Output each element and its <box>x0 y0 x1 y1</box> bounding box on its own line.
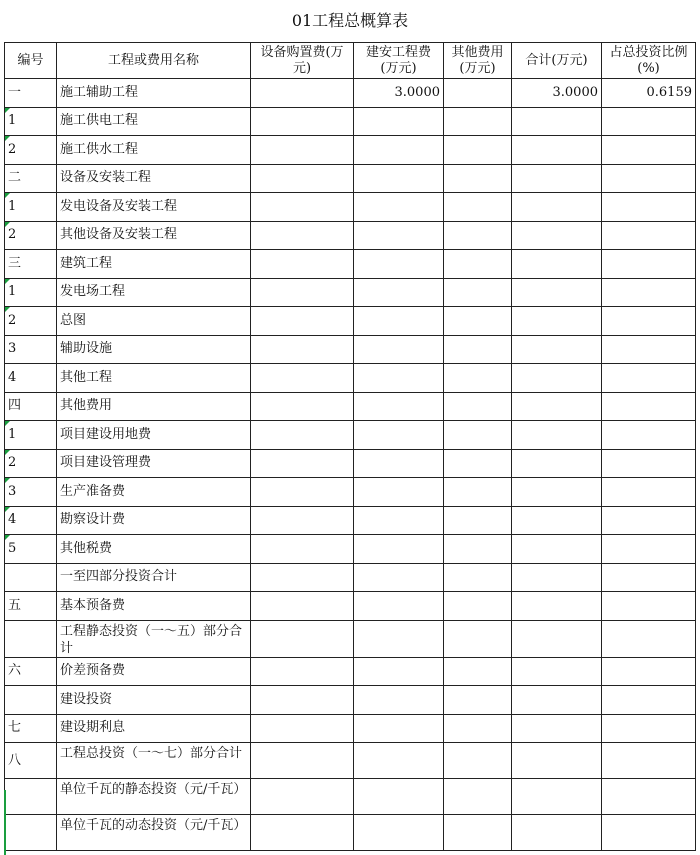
cell-other-cost[interactable] <box>444 392 512 421</box>
cell-equipment-cost[interactable] <box>251 79 354 108</box>
table-row <box>5 221 696 250</box>
cell-equipment-cost[interactable] <box>251 250 354 279</box>
cell-name[interactable]: 一至四部分投资合计 <box>57 563 251 592</box>
cell-code[interactable] <box>5 779 57 815</box>
cell-code[interactable] <box>5 620 57 657</box>
cell-name[interactable]: 设备及安装工程 <box>57 164 251 193</box>
cell-construction-cost[interactable] <box>354 107 444 136</box>
cell-other-cost[interactable] <box>444 743 512 779</box>
cell-equipment-cost[interactable] <box>251 335 354 364</box>
cell-total[interactable]: 3.0000 <box>512 79 602 108</box>
cell-other-cost[interactable] <box>444 449 512 478</box>
cell-total[interactable] <box>512 164 602 193</box>
table-row <box>5 449 696 478</box>
cell-total[interactable] <box>512 657 602 686</box>
cell-code[interactable]: 2 <box>5 449 57 478</box>
cell-ratio[interactable] <box>602 535 696 564</box>
table-row <box>5 136 696 165</box>
cell-name[interactable]: 其他税费 <box>57 535 251 564</box>
table-row <box>5 335 696 364</box>
cell-construction-cost[interactable]: 3.0000 <box>354 79 444 108</box>
cell-construction-cost[interactable] <box>354 743 444 779</box>
cell-total[interactable] <box>512 449 602 478</box>
cell-equipment-cost[interactable] <box>251 421 354 450</box>
cell-construction-cost[interactable] <box>354 278 444 307</box>
cell-construction-cost[interactable] <box>354 535 444 564</box>
cell-construction-cost[interactable] <box>354 449 444 478</box>
table-row <box>5 743 696 779</box>
cell-code[interactable]: 四 <box>5 392 57 421</box>
cell-name[interactable]: 生产准备费 <box>57 478 251 507</box>
cell-equipment-cost[interactable] <box>251 364 354 393</box>
cell-equipment-cost[interactable] <box>251 506 354 535</box>
cell-name[interactable]: 项目建设管理费 <box>57 449 251 478</box>
cell-construction-cost[interactable] <box>354 686 444 715</box>
table-row <box>5 392 696 421</box>
table-row <box>5 107 696 136</box>
cell-name[interactable]: 价差预备费 <box>57 657 251 686</box>
cell-ratio[interactable] <box>602 743 696 779</box>
cell-other-cost[interactable] <box>444 563 512 592</box>
cell-construction-cost[interactable] <box>354 193 444 222</box>
cell-ratio[interactable] <box>602 478 696 507</box>
cell-ratio[interactable] <box>602 221 696 250</box>
cell-code[interactable]: 1 <box>5 193 57 222</box>
cell-other-cost[interactable] <box>444 221 512 250</box>
cell-total[interactable] <box>512 779 602 815</box>
cell-code[interactable]: 5 <box>5 535 57 564</box>
cell-ratio[interactable] <box>602 421 696 450</box>
cell-total[interactable] <box>512 535 602 564</box>
cell-code[interactable]: 七 <box>5 714 57 743</box>
cell-total[interactable] <box>512 392 602 421</box>
cell-ratio[interactable] <box>602 592 696 621</box>
header-ratio[interactable]: 占总投资比例(%) <box>602 43 696 79</box>
cell-ratio[interactable] <box>602 164 696 193</box>
cell-construction-cost[interactable] <box>354 392 444 421</box>
sheet-title: 01工程总概算表 <box>291 11 409 30</box>
cell-other-cost[interactable] <box>444 164 512 193</box>
table-row <box>5 79 696 108</box>
cell-total[interactable] <box>512 364 602 393</box>
table-row <box>5 592 696 621</box>
cell-name[interactable]: 总图 <box>57 307 251 336</box>
table-row <box>5 193 696 222</box>
cell-other-cost[interactable] <box>444 815 512 851</box>
cell-ratio[interactable] <box>602 392 696 421</box>
cell-other-cost[interactable] <box>444 535 512 564</box>
cell-ratio[interactable] <box>602 335 696 364</box>
cell-construction-cost[interactable] <box>354 657 444 686</box>
cell-code[interactable]: 3 <box>5 335 57 364</box>
cell-equipment-cost[interactable] <box>251 136 354 165</box>
cell-code[interactable]: 五 <box>5 592 57 621</box>
cell-equipment-cost[interactable] <box>251 563 354 592</box>
cell-name[interactable]: 其他设备及安装工程 <box>57 221 251 250</box>
cell-name[interactable]: 建筑工程 <box>57 250 251 279</box>
table-row <box>5 164 696 193</box>
header-construction-cost[interactable]: 建安工程费(万元) <box>354 43 444 79</box>
table-row <box>5 657 696 686</box>
cell-equipment-cost[interactable] <box>251 535 354 564</box>
table-row <box>5 815 696 851</box>
cell-equipment-cost[interactable] <box>251 686 354 715</box>
cell-other-cost[interactable] <box>444 278 512 307</box>
table-row <box>5 506 696 535</box>
cell-name[interactable]: 其他工程 <box>57 364 251 393</box>
cell-other-cost[interactable] <box>444 79 512 108</box>
cell-name[interactable]: 建设期利息 <box>57 714 251 743</box>
cell-construction-cost[interactable] <box>354 335 444 364</box>
cell-equipment-cost[interactable] <box>251 221 354 250</box>
cell-code[interactable]: 一 <box>5 79 57 108</box>
cell-ratio[interactable] <box>602 107 696 136</box>
cell-code[interactable]: 八 <box>5 743 57 779</box>
table-row <box>5 364 696 393</box>
cell-code[interactable] <box>5 563 57 592</box>
cell-name[interactable]: 发电场工程 <box>57 278 251 307</box>
cell-ratio[interactable] <box>602 686 696 715</box>
cell-construction-cost[interactable] <box>354 478 444 507</box>
cell-total[interactable] <box>512 307 602 336</box>
header-equipment-cost[interactable]: 设备购置费(万元) <box>251 43 354 79</box>
cell-equipment-cost[interactable] <box>251 657 354 686</box>
cell-code[interactable]: 2 <box>5 221 57 250</box>
cell-other-cost[interactable] <box>444 714 512 743</box>
header-code[interactable]: 编号 <box>5 43 57 79</box>
cell-equipment-cost[interactable] <box>251 449 354 478</box>
header-other-cost[interactable]: 其他费用(万元) <box>444 43 512 79</box>
cell-code[interactable]: 1 <box>5 278 57 307</box>
cell-code[interactable] <box>5 815 57 851</box>
cell-code[interactable]: 二 <box>5 164 57 193</box>
cell-other-cost[interactable] <box>444 506 512 535</box>
cell-equipment-cost[interactable] <box>251 164 354 193</box>
table-row <box>5 478 696 507</box>
cell-total[interactable] <box>512 335 602 364</box>
cell-ratio[interactable] <box>602 193 696 222</box>
header-total[interactable]: 合计(万元) <box>512 43 602 79</box>
cell-other-cost[interactable] <box>444 478 512 507</box>
cell-equipment-cost[interactable] <box>251 620 354 657</box>
cell-ratio[interactable] <box>602 657 696 686</box>
cell-other-cost[interactable] <box>444 421 512 450</box>
cell-total[interactable] <box>512 107 602 136</box>
cell-total[interactable] <box>512 815 602 851</box>
cell-name[interactable]: 施工辅助工程 <box>57 79 251 108</box>
table-row <box>5 421 696 450</box>
table-row <box>5 779 696 815</box>
header-row <box>5 43 696 79</box>
cell-equipment-cost[interactable] <box>251 714 354 743</box>
cell-equipment-cost[interactable] <box>251 278 354 307</box>
cell-name[interactable]: 勘察设计费 <box>57 506 251 535</box>
cell-code[interactable]: 4 <box>5 506 57 535</box>
cell-equipment-cost[interactable] <box>251 743 354 779</box>
cell-equipment-cost[interactable] <box>251 193 354 222</box>
cell-ratio[interactable] <box>602 278 696 307</box>
cell-other-cost[interactable] <box>444 335 512 364</box>
cell-other-cost[interactable] <box>444 193 512 222</box>
table-row <box>5 535 696 564</box>
header-name[interactable]: 工程或费用名称 <box>57 43 251 79</box>
cell-construction-cost[interactable] <box>354 307 444 336</box>
cell-total[interactable] <box>512 478 602 507</box>
cell-total[interactable] <box>512 592 602 621</box>
cell-total[interactable] <box>512 620 602 657</box>
cell-equipment-cost[interactable] <box>251 815 354 851</box>
cell-construction-cost[interactable] <box>354 164 444 193</box>
cell-name[interactable]: 发电设备及安装工程 <box>57 193 251 222</box>
cell-total[interactable] <box>512 563 602 592</box>
cell-other-cost[interactable] <box>444 136 512 165</box>
table-row <box>5 278 696 307</box>
cell-equipment-cost[interactable] <box>251 478 354 507</box>
cell-construction-cost[interactable] <box>354 221 444 250</box>
cell-construction-cost[interactable] <box>354 714 444 743</box>
cell-ratio[interactable] <box>602 506 696 535</box>
selection-indicator <box>4 790 6 855</box>
cell-construction-cost[interactable] <box>354 620 444 657</box>
cell-ratio[interactable] <box>602 714 696 743</box>
cell-ratio[interactable] <box>602 364 696 393</box>
cell-code[interactable]: 1 <box>5 107 57 136</box>
cell-code[interactable]: 六 <box>5 657 57 686</box>
cell-equipment-cost[interactable] <box>251 392 354 421</box>
cell-code[interactable]: 4 <box>5 364 57 393</box>
cell-code[interactable]: 3 <box>5 478 57 507</box>
cell-name[interactable]: 其他费用 <box>57 392 251 421</box>
cell-total[interactable] <box>512 193 602 222</box>
cell-construction-cost[interactable] <box>354 364 444 393</box>
cell-total[interactable] <box>512 136 602 165</box>
cell-construction-cost[interactable] <box>354 815 444 851</box>
table-row <box>5 686 696 715</box>
cell-name[interactable]: 施工供水工程 <box>57 136 251 165</box>
estimate-table <box>4 42 696 851</box>
table-row <box>5 714 696 743</box>
cell-total[interactable] <box>512 278 602 307</box>
cell-name[interactable]: 项目建设用地费 <box>57 421 251 450</box>
cell-other-cost[interactable] <box>444 620 512 657</box>
cell-ratio[interactable] <box>602 250 696 279</box>
cell-total[interactable] <box>512 714 602 743</box>
cell-construction-cost[interactable] <box>354 421 444 450</box>
cell-construction-cost[interactable] <box>354 563 444 592</box>
cell-code[interactable]: 三 <box>5 250 57 279</box>
table-row <box>5 620 696 657</box>
cell-other-cost[interactable] <box>444 779 512 815</box>
cell-total[interactable] <box>512 743 602 779</box>
cell-name[interactable]: 辅助设施 <box>57 335 251 364</box>
cell-other-cost[interactable] <box>444 107 512 136</box>
cell-other-cost[interactable] <box>444 657 512 686</box>
cell-equipment-cost[interactable] <box>251 592 354 621</box>
cell-name[interactable]: 单位千瓦的静态投资（元/千瓦） <box>57 779 251 815</box>
cell-total[interactable] <box>512 421 602 450</box>
cell-construction-cost[interactable] <box>354 779 444 815</box>
cell-code[interactable]: 2 <box>5 307 57 336</box>
cell-name[interactable]: 单位千瓦的动态投资（元/千瓦） <box>57 815 251 851</box>
cell-total[interactable] <box>512 686 602 715</box>
cell-total[interactable] <box>512 506 602 535</box>
cell-ratio[interactable] <box>602 620 696 657</box>
cell-name[interactable]: 基本预备费 <box>57 592 251 621</box>
cell-other-cost[interactable] <box>444 364 512 393</box>
cell-construction-cost[interactable] <box>354 136 444 165</box>
cell-other-cost[interactable] <box>444 307 512 336</box>
cell-code[interactable]: 2 <box>5 136 57 165</box>
cell-other-cost[interactable] <box>444 592 512 621</box>
cell-name[interactable]: 施工供电工程 <box>57 107 251 136</box>
table-row <box>5 250 696 279</box>
table-row <box>5 307 696 336</box>
cell-ratio[interactable] <box>602 815 696 851</box>
cell-ratio[interactable] <box>602 779 696 815</box>
cell-equipment-cost[interactable] <box>251 307 354 336</box>
cell-name[interactable]: 工程静态投资（一～五）部分合计 <box>57 620 251 657</box>
cell-equipment-cost[interactable] <box>251 779 354 815</box>
cell-code[interactable]: 1 <box>5 421 57 450</box>
cell-ratio[interactable] <box>602 307 696 336</box>
cell-ratio[interactable] <box>602 136 696 165</box>
cell-name[interactable]: 工程总投资（一～七）部分合计 <box>57 743 251 779</box>
cell-total[interactable] <box>512 250 602 279</box>
cell-ratio[interactable] <box>602 449 696 478</box>
cell-ratio[interactable] <box>602 563 696 592</box>
cell-total[interactable] <box>512 221 602 250</box>
cell-equipment-cost[interactable] <box>251 107 354 136</box>
cell-construction-cost[interactable] <box>354 592 444 621</box>
cell-name[interactable]: 建设投资 <box>57 686 251 715</box>
cell-construction-cost[interactable] <box>354 506 444 535</box>
table-row <box>5 563 696 592</box>
cell-other-cost[interactable] <box>444 686 512 715</box>
cell-other-cost[interactable] <box>444 250 512 279</box>
cell-ratio[interactable]: 0.6159 <box>602 79 696 108</box>
cell-construction-cost[interactable] <box>354 250 444 279</box>
cell-code[interactable] <box>5 686 57 715</box>
